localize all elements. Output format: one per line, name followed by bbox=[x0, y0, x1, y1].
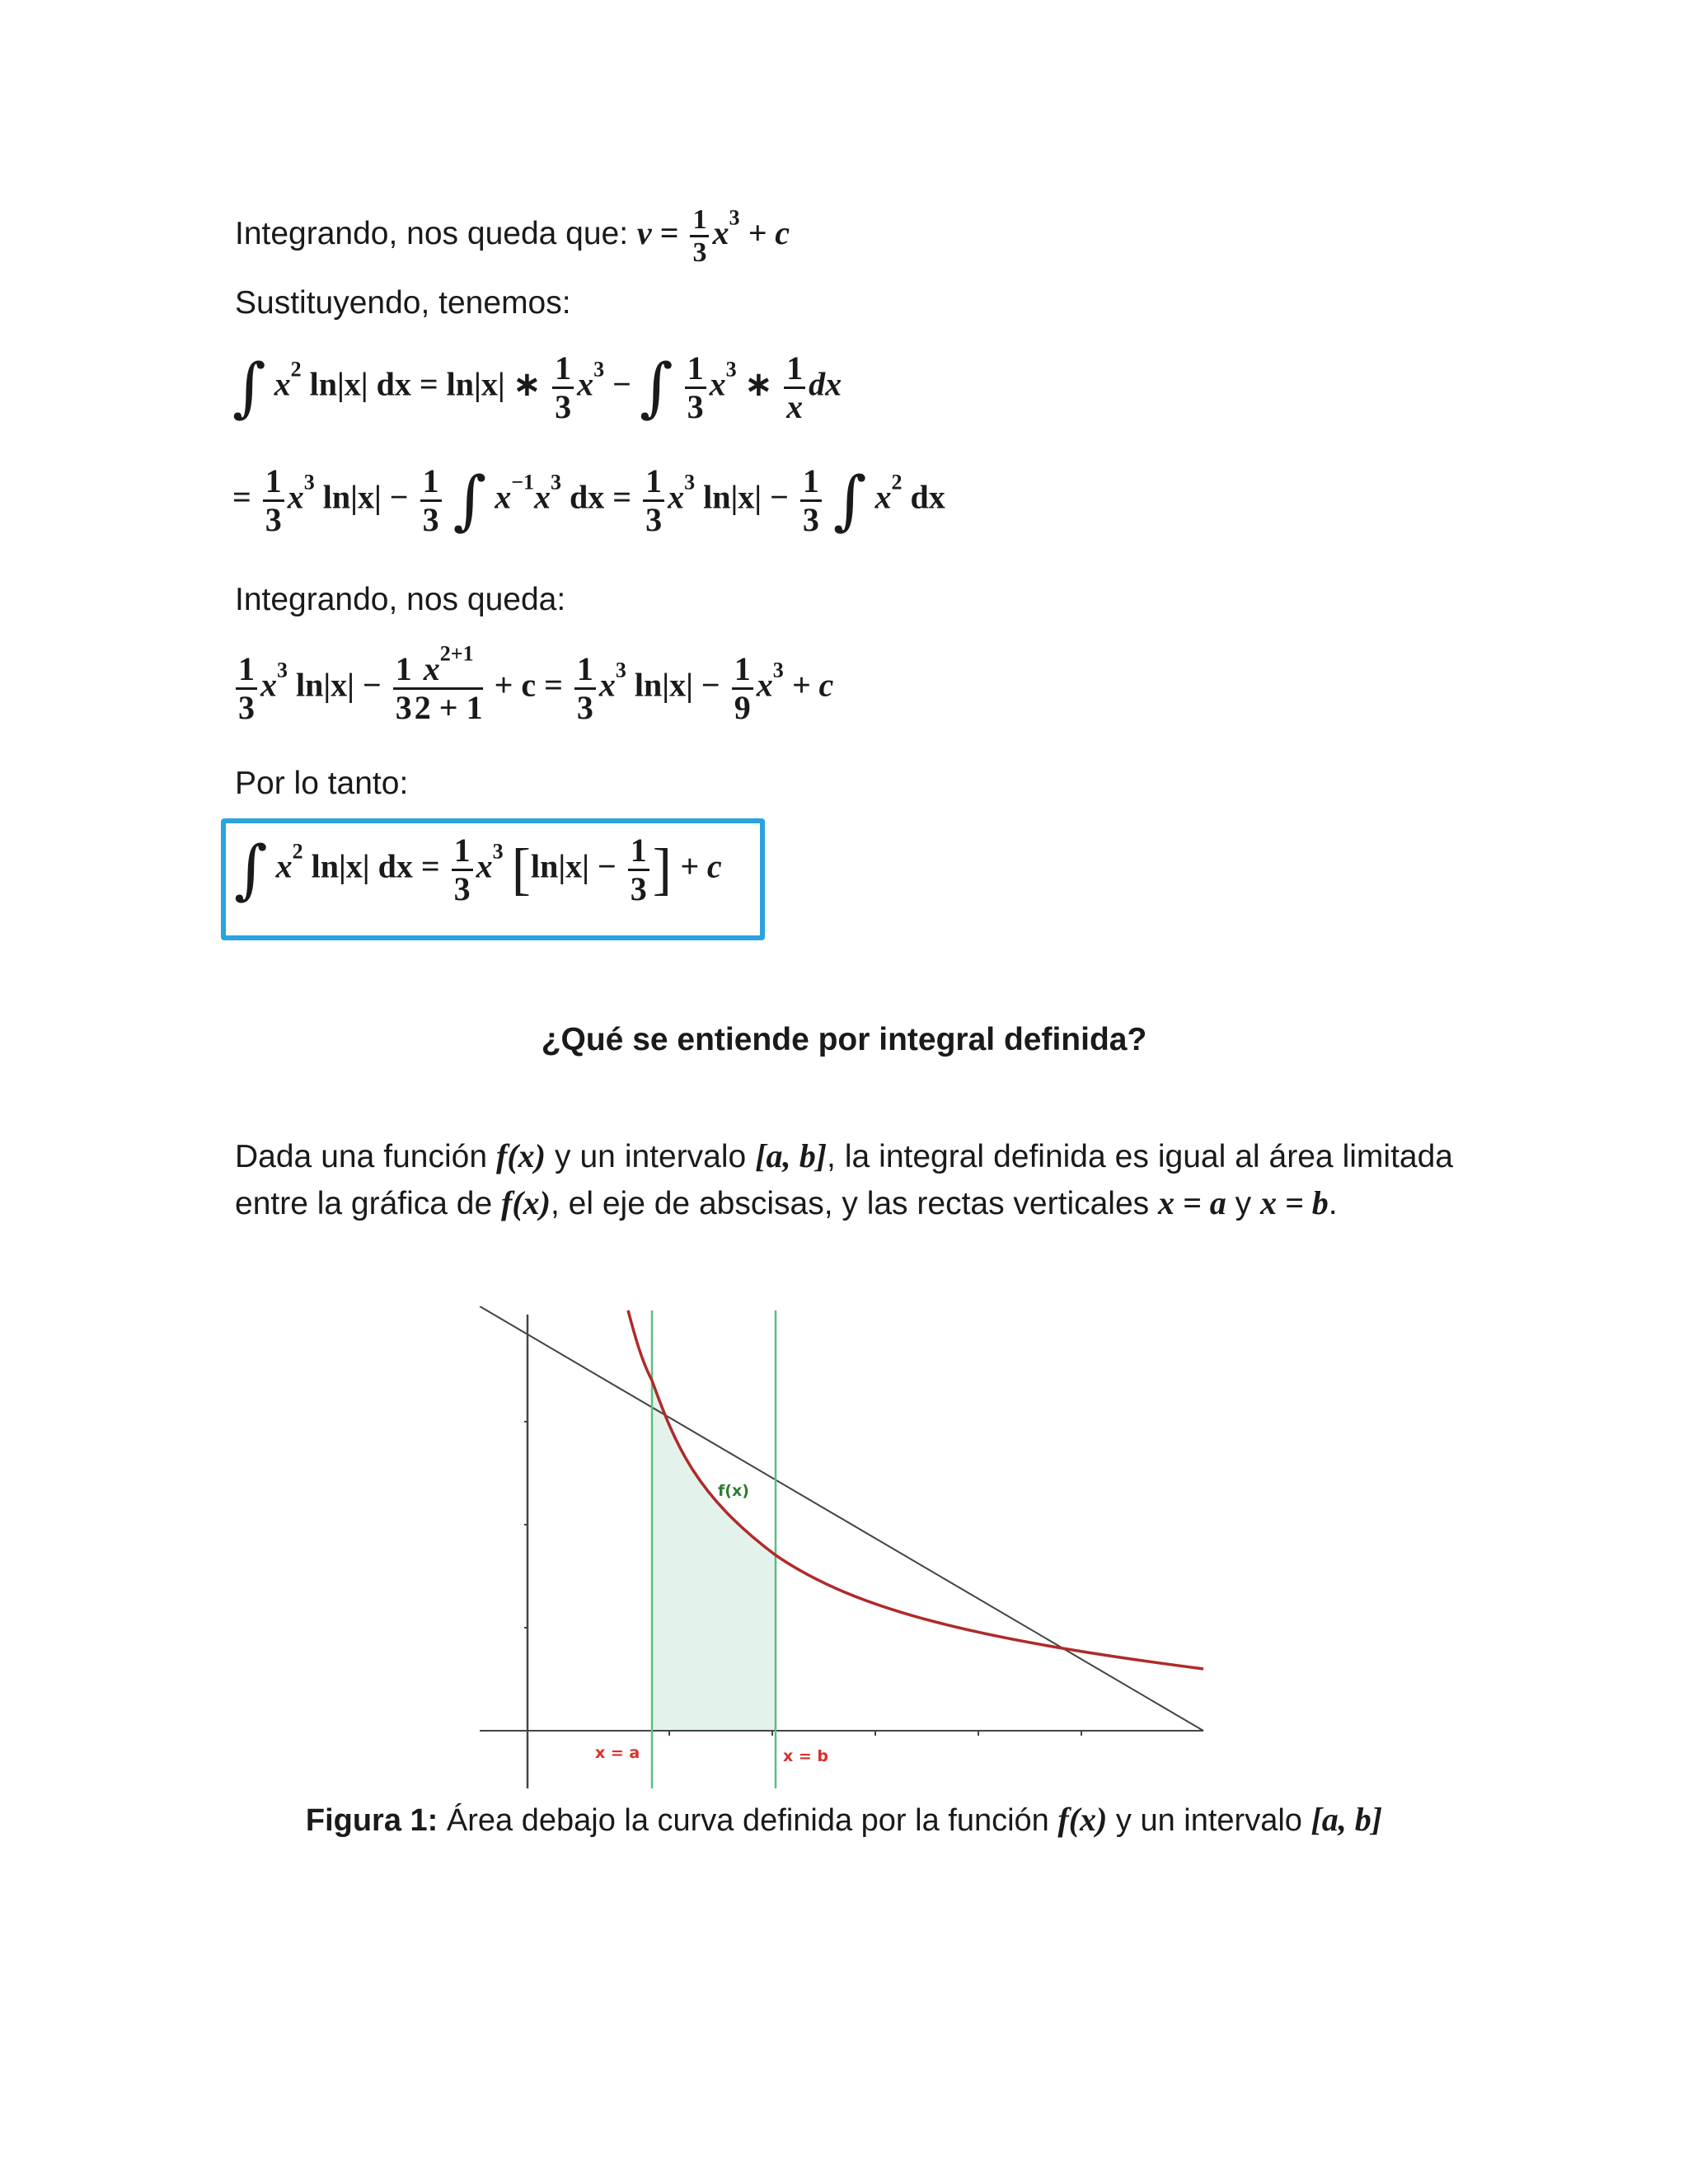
eq1-lhs-rest: ln|x| dx = ln|x| ∗ bbox=[301, 365, 550, 403]
eq2-c-exp: 3 bbox=[684, 470, 696, 494]
caption-text: Área debajo la curva definida por la función bbox=[438, 1803, 1058, 1838]
eq2-f4-den: 3 bbox=[802, 501, 819, 538]
eq3-frac5 bbox=[732, 651, 753, 726]
eq1-frac3 bbox=[784, 350, 805, 425]
eq3-a-exp: 3 bbox=[277, 658, 288, 682]
caption-bold: Figura 1: bbox=[305, 1803, 438, 1838]
eq3-d-rest: + c bbox=[783, 666, 834, 704]
caption-fx: f(x) bbox=[1057, 1801, 1108, 1838]
eq3-a: x bbox=[260, 666, 277, 704]
eq3-frac2 bbox=[393, 651, 415, 726]
eq1-f3-den: x bbox=[786, 388, 804, 425]
result-f1-num: 1 bbox=[452, 832, 473, 871]
line1-den: 3 bbox=[692, 237, 707, 269]
caption-mid: y un intervalo bbox=[1107, 1803, 1311, 1838]
eq3-f5-num: 1 bbox=[732, 651, 753, 690]
eq1-lhs: x bbox=[274, 365, 291, 403]
result-inner: ln|x| − bbox=[530, 847, 625, 885]
eq2-b2: x bbox=[534, 478, 551, 516]
section-heading: ¿Qué se entiende por integral definida? bbox=[541, 1022, 1147, 1057]
eq2-a-exp: 3 bbox=[303, 470, 315, 494]
result-a-rest: ln|x| dx = bbox=[302, 847, 448, 885]
integral-sign: ∫ bbox=[452, 463, 487, 538]
result-b-exp: 3 bbox=[492, 839, 504, 864]
eq2-b: x bbox=[495, 478, 512, 516]
eq3-f1-den: 3 bbox=[238, 689, 255, 726]
eq1-t1: x bbox=[577, 365, 594, 403]
eq3-f4-den: 3 bbox=[576, 689, 593, 726]
para-p3: , la integral definida es igual al área limitada entre la gráfica de bbox=[235, 1139, 1453, 1221]
eq1-lhs-exp: 2 bbox=[290, 357, 302, 382]
label-x-b: x = b bbox=[783, 1747, 829, 1765]
eq3-d-exp: 3 bbox=[772, 658, 784, 682]
para-p6: . bbox=[1328, 1185, 1338, 1221]
eq3-f3-num: x bbox=[423, 650, 440, 687]
eq3-c: x bbox=[598, 666, 616, 704]
eq1-t1-exp: 3 bbox=[593, 357, 605, 382]
result-tail: + c bbox=[672, 847, 722, 885]
eq3-a-rest: ln|x| − bbox=[288, 666, 390, 704]
eq2-f1-den: 3 bbox=[265, 501, 282, 538]
equation-1 bbox=[232, 350, 842, 425]
integral-sign: ∫ bbox=[639, 350, 673, 425]
line1-exp: 3 bbox=[729, 205, 740, 230]
eq2-f2-den: 3 bbox=[422, 501, 439, 538]
result-f2-den: 3 bbox=[630, 870, 647, 907]
result-frac1 bbox=[452, 832, 473, 907]
eq2-f2-num: 1 bbox=[420, 463, 442, 502]
x-axis bbox=[480, 1306, 1203, 1731]
eq3-b-rest: + c = bbox=[485, 666, 571, 704]
eq2-f3-num: 1 bbox=[643, 463, 664, 502]
eq3-f1-num: 1 bbox=[236, 651, 257, 690]
para-p1: Dada una función bbox=[235, 1139, 497, 1174]
eq2-eq: = bbox=[232, 478, 251, 516]
result-right-bracket: ] bbox=[652, 837, 673, 902]
label-x-a: x = a bbox=[595, 1744, 640, 1762]
eq2-frac4 bbox=[800, 463, 822, 538]
eq1-f2-den: 3 bbox=[687, 388, 704, 425]
eq3-f2-num: 1 bbox=[393, 651, 415, 690]
line1-text: Integrando, nos queda que: bbox=[235, 216, 629, 252]
figure-caption bbox=[0, 1800, 1688, 1839]
equation-2 bbox=[232, 463, 945, 538]
eq2-b-rest: dx = bbox=[561, 478, 640, 516]
eq3-f3-den: 2 + 1 bbox=[414, 689, 483, 726]
definition-paragraph bbox=[235, 1133, 1453, 1226]
result-f1-den: 3 bbox=[453, 870, 471, 907]
eq1-frac2 bbox=[685, 350, 706, 425]
eq1-f3-num: 1 bbox=[784, 350, 805, 389]
para-p5: y bbox=[1226, 1185, 1260, 1221]
integral-sign: ∫ bbox=[832, 463, 867, 538]
eq3-frac1 bbox=[236, 651, 257, 726]
area-under-curve-figure bbox=[470, 1306, 1212, 1793]
text-line-integrando-queda: Integrando, nos queda: bbox=[235, 582, 566, 617]
integral-sign: ∫ bbox=[234, 832, 268, 907]
shaded-area bbox=[652, 1380, 776, 1731]
eq2-frac1 bbox=[263, 463, 284, 538]
eq3-c-exp: 3 bbox=[615, 658, 626, 682]
result-a-exp: 2 bbox=[292, 839, 303, 864]
text-line-por-lo-tanto: Por lo tanto: bbox=[235, 766, 409, 801]
eq2-a: x bbox=[287, 478, 304, 516]
result-a: x bbox=[275, 847, 293, 885]
result-equation bbox=[234, 832, 722, 907]
eq1-f1-den: 3 bbox=[555, 388, 572, 425]
eq3-f3-num-exp: 2+1 bbox=[439, 641, 474, 666]
eq3-d: x bbox=[756, 666, 773, 704]
eq2-b-exp: −1 bbox=[511, 470, 535, 494]
equation-3 bbox=[232, 641, 834, 726]
eq2-c: x bbox=[668, 478, 685, 516]
text-line-sustituyendo: Sustituyendo, tenemos: bbox=[235, 285, 571, 321]
para-fx2: f(x) bbox=[501, 1183, 551, 1221]
eq1-minus: − bbox=[604, 365, 640, 403]
eq2-frac2 bbox=[420, 463, 442, 538]
eq3-f4-num: 1 bbox=[574, 651, 596, 690]
eq1-t2: x bbox=[709, 365, 726, 403]
para-p2: y un intervalo bbox=[545, 1139, 756, 1174]
eq1-f1-num: 1 bbox=[552, 350, 574, 389]
eq2-c-rest: ln|x| − bbox=[695, 478, 797, 516]
eq2-d-exp: 2 bbox=[891, 470, 903, 494]
para-xb: x = b bbox=[1259, 1183, 1329, 1221]
eq2-f3-den: 3 bbox=[645, 501, 663, 538]
text-line-integrando-v bbox=[235, 204, 790, 269]
eq1-star: ∗ bbox=[736, 365, 781, 403]
eq3-frac3 bbox=[414, 641, 483, 726]
line1-x: x bbox=[712, 214, 729, 252]
eq2-d-rest: dx bbox=[902, 478, 945, 516]
line1-math bbox=[636, 204, 790, 269]
result-left-bracket: [ bbox=[511, 837, 531, 902]
para-p4: , el eje de abscisas, y las rectas verticales bbox=[551, 1185, 1158, 1221]
line1-tail: + c bbox=[748, 214, 790, 252]
line1-v: v bbox=[636, 214, 652, 252]
eq2-f1-num: 1 bbox=[263, 463, 284, 502]
eq2-f4-num: 1 bbox=[800, 463, 822, 502]
curve-label: f(x) bbox=[718, 1482, 749, 1500]
result-f2-num: 1 bbox=[628, 832, 649, 871]
result-b: x bbox=[476, 847, 493, 885]
eq3-c-rest: ln|x| − bbox=[626, 666, 729, 704]
eq2-frac3 bbox=[643, 463, 664, 538]
eq1-f2-num: 1 bbox=[685, 350, 706, 389]
eq1-frac1 bbox=[552, 350, 574, 425]
eq2-d: x bbox=[874, 478, 892, 516]
line1-num: 1 bbox=[690, 204, 709, 237]
integral-sign: ∫ bbox=[232, 350, 266, 425]
para-ab: [a, b] bbox=[755, 1137, 828, 1174]
eq1-t3: dx bbox=[809, 365, 842, 403]
line1-eq: = bbox=[659, 214, 679, 252]
eq2-a-rest: ln|x| − bbox=[314, 478, 417, 516]
para-fx: f(x) bbox=[496, 1137, 546, 1174]
para-xa: x = a bbox=[1157, 1183, 1226, 1221]
eq2-b2-exp: 3 bbox=[551, 470, 562, 494]
eq3-frac4 bbox=[574, 651, 596, 726]
eq3-f5-den: 9 bbox=[734, 689, 751, 726]
caption-ab: [a, b] bbox=[1311, 1801, 1383, 1838]
result-frac2 bbox=[628, 832, 649, 907]
eq1-t2-exp: 3 bbox=[725, 357, 737, 382]
line1-frac bbox=[690, 204, 709, 269]
eq3-f2-den: 3 bbox=[395, 689, 412, 726]
